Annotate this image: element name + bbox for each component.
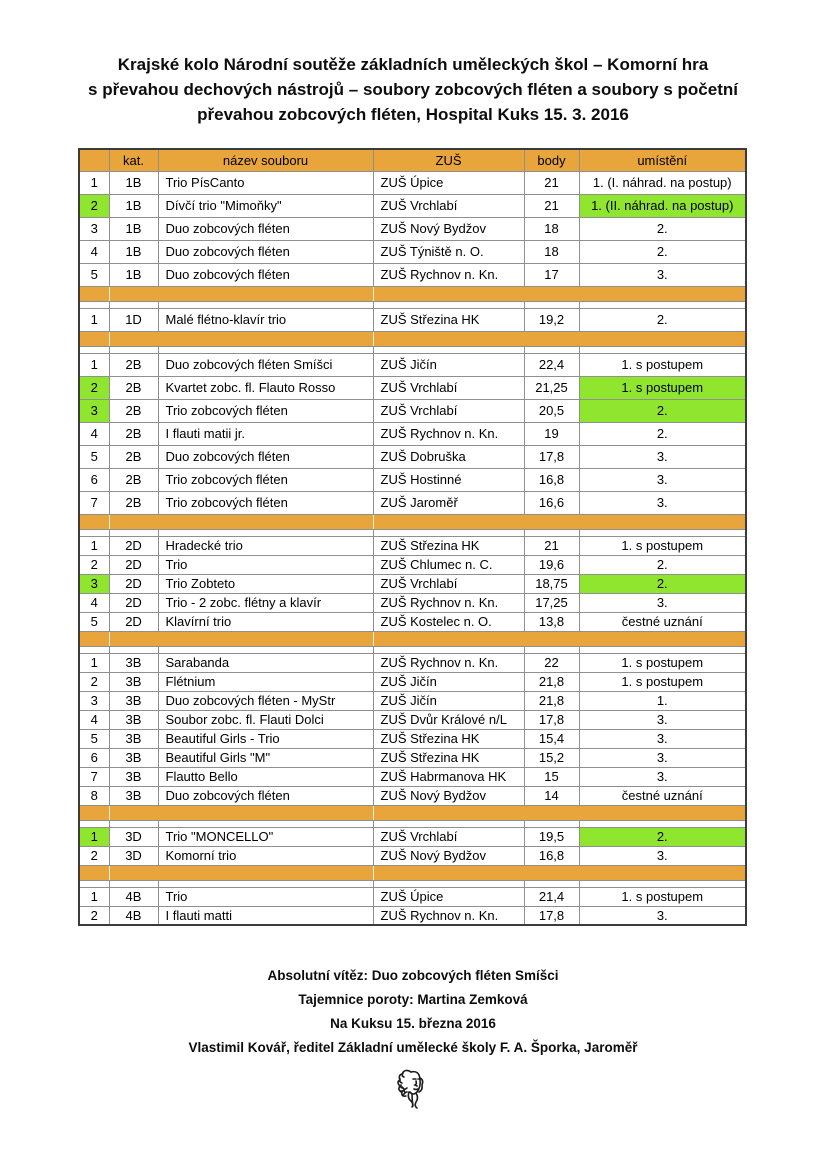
spacer-row — [79, 880, 746, 887]
cell-zus: ZUŠ Střezina HK — [373, 536, 524, 555]
cell-name: Flautto Bello — [158, 767, 373, 786]
cell-um: 3. — [579, 593, 746, 612]
cell-body: 17,8 — [524, 445, 579, 468]
table-row — [79, 767, 746, 786]
cell-zus: ZUŠ Habrmanova HK — [373, 767, 524, 786]
table-row — [79, 555, 746, 574]
results-table-body — [79, 171, 746, 925]
cell-body: 21 — [524, 194, 579, 217]
cell-body: 16,6 — [524, 491, 579, 514]
cell-zus: ZUŠ Kostelec n. O. — [373, 612, 524, 631]
cell-kat: 4B — [109, 887, 158, 906]
title-line-1: Krajské kolo Národní soutěže základních uměleckých škol – Komorní hra — [117, 55, 709, 74]
cell-um: 1. s postupem — [579, 672, 746, 691]
cell-name: Duo zobcových fléten — [158, 263, 373, 286]
cell-kat: 1B — [109, 217, 158, 240]
cell-kat: 3B — [109, 767, 158, 786]
cell-body: 17,25 — [524, 593, 579, 612]
cell-num: 2 — [79, 906, 109, 925]
cell-um: 3. — [579, 767, 746, 786]
header-umisteni: umístění — [579, 149, 746, 171]
cell-body: 17 — [524, 263, 579, 286]
cell-kat: 2D — [109, 574, 158, 593]
table-row — [79, 593, 746, 612]
cell-num: 6 — [79, 748, 109, 767]
cell-name: Duo zobcových fléten — [158, 240, 373, 263]
cell-kat: 2B — [109, 445, 158, 468]
cell-body: 13,8 — [524, 612, 579, 631]
cell-kat: 3B — [109, 691, 158, 710]
cell-body: 20,5 — [524, 399, 579, 422]
cell-zus: ZUŠ Vrchlabí — [373, 827, 524, 846]
table-row — [79, 710, 746, 729]
cell-zus: ZUŠ Jaroměř — [373, 491, 524, 514]
cell-body: 19,6 — [524, 555, 579, 574]
cell-num: 1 — [79, 536, 109, 555]
cell-kat: 2B — [109, 491, 158, 514]
cell-kat: 3D — [109, 846, 158, 865]
cell-num: 5 — [79, 729, 109, 748]
cell-num: 2 — [79, 846, 109, 865]
cell-zus: ZUŠ Vrchlabí — [373, 194, 524, 217]
cell-zus: ZUŠ Nový Bydžov — [373, 786, 524, 805]
cell-um: 3. — [579, 710, 746, 729]
cell-kat: 3B — [109, 653, 158, 672]
cell-body: 21 — [524, 536, 579, 555]
cell-kat: 2D — [109, 555, 158, 574]
table-row — [79, 612, 746, 631]
table-header-row — [79, 149, 746, 171]
cell-name: Beautiful Girls "M" — [158, 748, 373, 767]
cell-zus: ZUŠ Vrchlabí — [373, 376, 524, 399]
cell-num: 3 — [79, 574, 109, 593]
cell-zus: ZUŠ Úpice — [373, 171, 524, 194]
cell-name: Trio "MONCELLO" — [158, 827, 373, 846]
cell-body: 22,4 — [524, 353, 579, 376]
cell-kat: 3B — [109, 710, 158, 729]
footer-place-date: Na Kuksu 15. března 2016 — [330, 1016, 496, 1031]
cell-name: Flétnium — [158, 672, 373, 691]
cell-num: 1 — [79, 887, 109, 906]
cell-name: Sarabanda — [158, 653, 373, 672]
footer-jury-secretary: Tajemnice poroty: Martina Zemková — [298, 992, 528, 1007]
cell-body: 21,8 — [524, 691, 579, 710]
table-row — [79, 422, 746, 445]
cell-num: 7 — [79, 767, 109, 786]
cell-name: I flauti matii jr. — [158, 422, 373, 445]
cell-body: 16,8 — [524, 468, 579, 491]
cell-um: 1. s postupem — [579, 653, 746, 672]
cell-name: Trio zobcových fléten — [158, 399, 373, 422]
table-row — [79, 194, 746, 217]
cell-num: 4 — [79, 422, 109, 445]
cell-kat: 2B — [109, 399, 158, 422]
cell-zus: ZUŠ Týniště n. O. — [373, 240, 524, 263]
cell-num: 2 — [79, 194, 109, 217]
cell-num: 5 — [79, 263, 109, 286]
table-row — [79, 672, 746, 691]
cell-num: 2 — [79, 555, 109, 574]
cell-num: 4 — [79, 710, 109, 729]
page-title — [53, 0, 773, 127]
spork-portrait-icon — [389, 1064, 437, 1122]
spacer-row — [79, 529, 746, 536]
header-blank — [79, 149, 109, 171]
cell-zus: ZUŠ Nový Bydžov — [373, 846, 524, 865]
cell-name: Trio — [158, 887, 373, 906]
cell-um: 3. — [579, 445, 746, 468]
cell-body: 22 — [524, 653, 579, 672]
cell-num: 1 — [79, 653, 109, 672]
cell-body: 21,25 — [524, 376, 579, 399]
cell-name: Malé flétno-klavír trio — [158, 308, 373, 331]
cell-name: Trio - 2 zobc. flétny a klavír — [158, 593, 373, 612]
cell-body: 21,8 — [524, 672, 579, 691]
cell-num: 5 — [79, 612, 109, 631]
cell-body: 15,2 — [524, 748, 579, 767]
cell-num: 2 — [79, 672, 109, 691]
table-row — [79, 468, 746, 491]
cell-name: Beautiful Girls - Trio — [158, 729, 373, 748]
cell-zus: ZUŠ Vrchlabí — [373, 574, 524, 593]
document-footer — [0, 964, 826, 1060]
cell-name: Soubor zobc. fl. Flauti Dolci — [158, 710, 373, 729]
cell-um: 2. — [579, 827, 746, 846]
spacer-row — [79, 646, 746, 653]
cell-num: 3 — [79, 399, 109, 422]
cell-zus: ZUŠ Jičín — [373, 691, 524, 710]
table-row — [79, 691, 746, 710]
cell-zus: ZUŠ Úpice — [373, 887, 524, 906]
footer-director-signature: Vlastimil Kovář, ředitel Základní umělecké školy F. A. Šporka, Jaroměř — [188, 1040, 638, 1055]
title-line-3: převahou zobcových fléten, Hospital Kuks 15. 3. 2016 — [197, 105, 629, 124]
section-separator-band — [79, 865, 746, 880]
cell-zus: ZUŠ Rychnov n. Kn. — [373, 906, 524, 925]
table-row — [79, 308, 746, 331]
cell-zus: ZUŠ Dvůr Králové n/L — [373, 710, 524, 729]
cell-kat: 2B — [109, 376, 158, 399]
cell-kat: 2B — [109, 422, 158, 445]
table-row — [79, 353, 746, 376]
cell-name: Duo zobcových fléten — [158, 786, 373, 805]
table-row — [79, 887, 746, 906]
cell-num: 3 — [79, 691, 109, 710]
cell-kat: 3D — [109, 827, 158, 846]
cell-num: 4 — [79, 240, 109, 263]
header-nazev-souboru: název souboru — [158, 149, 373, 171]
cell-kat: 3B — [109, 729, 158, 748]
cell-kat: 1B — [109, 194, 158, 217]
cell-body: 14 — [524, 786, 579, 805]
cell-zus: ZUŠ Hostinné — [373, 468, 524, 491]
cell-um: 1. s postupem — [579, 353, 746, 376]
cell-zus: ZUŠ Chlumec n. C. — [373, 555, 524, 574]
cell-body: 18,75 — [524, 574, 579, 593]
section-separator-band — [79, 631, 746, 646]
cell-um: čestné uznání — [579, 612, 746, 631]
header-kat: kat. — [109, 149, 158, 171]
table-row — [79, 399, 746, 422]
cell-kat: 1B — [109, 240, 158, 263]
cell-zus: ZUŠ Dobruška — [373, 445, 524, 468]
cell-body: 19,5 — [524, 827, 579, 846]
cell-body: 15 — [524, 767, 579, 786]
cell-um: 3. — [579, 263, 746, 286]
cell-um: 3. — [579, 729, 746, 748]
cell-body: 16,8 — [524, 846, 579, 865]
cell-name: Klavírní trio — [158, 612, 373, 631]
cell-kat: 2D — [109, 612, 158, 631]
table-row — [79, 491, 746, 514]
cell-body: 17,8 — [524, 906, 579, 925]
cell-name: Duo zobcových fléten — [158, 445, 373, 468]
spacer-row — [79, 301, 746, 308]
cell-um: 2. — [579, 422, 746, 445]
cell-um: 3. — [579, 491, 746, 514]
cell-zus: ZUŠ Rychnov n. Kn. — [373, 593, 524, 612]
cell-name: Trio zobcových fléten — [158, 468, 373, 491]
cell-kat: 1B — [109, 171, 158, 194]
cell-um: 1. (II. náhrad. na postup) — [579, 194, 746, 217]
cell-um: 2. — [579, 240, 746, 263]
table-row — [79, 240, 746, 263]
table-row — [79, 574, 746, 593]
cell-um: čestné uznání — [579, 786, 746, 805]
cell-kat: 1D — [109, 308, 158, 331]
cell-kat: 3B — [109, 672, 158, 691]
cell-kat: 1B — [109, 263, 158, 286]
cell-name: I flauti matti — [158, 906, 373, 925]
cell-zus: ZUŠ Rychnov n. Kn. — [373, 653, 524, 672]
cell-kat: 2B — [109, 468, 158, 491]
cell-name: Duo zobcových fléten — [158, 217, 373, 240]
table-row — [79, 748, 746, 767]
cell-num: 1 — [79, 353, 109, 376]
footer-absolute-winner: Absolutní vítěz: Duo zobcových fléten Smíšci — [267, 968, 559, 983]
cell-body: 21 — [524, 171, 579, 194]
cell-name: Duo zobcových fléten Smíšci — [158, 353, 373, 376]
cell-name: Dívčí trio "Mimoňky" — [158, 194, 373, 217]
school-logo — [0, 1064, 826, 1127]
cell-name: Hradecké trio — [158, 536, 373, 555]
table-row — [79, 827, 746, 846]
cell-body: 19,2 — [524, 308, 579, 331]
header-zus: ZUŠ — [373, 149, 524, 171]
cell-zus: ZUŠ Střezina HK — [373, 729, 524, 748]
table-row — [79, 653, 746, 672]
table-row — [79, 846, 746, 865]
cell-zus: ZUŠ Vrchlabí — [373, 399, 524, 422]
table-row — [79, 729, 746, 748]
cell-body: 19 — [524, 422, 579, 445]
cell-name: Komorní trio — [158, 846, 373, 865]
cell-num: 7 — [79, 491, 109, 514]
spacer-row — [79, 346, 746, 353]
cell-kat: 3B — [109, 786, 158, 805]
table-row — [79, 536, 746, 555]
section-separator-band — [79, 805, 746, 820]
cell-kat: 2D — [109, 536, 158, 555]
cell-num: 8 — [79, 786, 109, 805]
cell-um: 2. — [579, 308, 746, 331]
cell-zus: ZUŠ Střezina HK — [373, 748, 524, 767]
cell-zus: ZUŠ Rychnov n. Kn. — [373, 422, 524, 445]
cell-num: 3 — [79, 217, 109, 240]
cell-zus: ZUŠ Rychnov n. Kn. — [373, 263, 524, 286]
cell-zus: ZUŠ Jičín — [373, 672, 524, 691]
cell-name: Trio Zobteto — [158, 574, 373, 593]
cell-kat: 4B — [109, 906, 158, 925]
section-separator-band — [79, 286, 746, 301]
cell-um: 1. s postupem — [579, 376, 746, 399]
header-body: body — [524, 149, 579, 171]
cell-kat: 2D — [109, 593, 158, 612]
cell-um: 2. — [579, 399, 746, 422]
cell-body: 21,4 — [524, 887, 579, 906]
cell-num: 1 — [79, 827, 109, 846]
cell-body: 17,8 — [524, 710, 579, 729]
table-row — [79, 217, 746, 240]
cell-body: 15,4 — [524, 729, 579, 748]
cell-num: 4 — [79, 593, 109, 612]
cell-um: 2. — [579, 217, 746, 240]
cell-um: 3. — [579, 748, 746, 767]
cell-um: 1. — [579, 691, 746, 710]
cell-zus: ZUŠ Nový Bydžov — [373, 217, 524, 240]
table-row — [79, 171, 746, 194]
table-row — [79, 786, 746, 805]
cell-um: 1. s postupem — [579, 536, 746, 555]
cell-name: Kvartet zobc. fl. Flauto Rosso — [158, 376, 373, 399]
cell-zus: ZUŠ Střezina HK — [373, 308, 524, 331]
cell-body: 18 — [524, 217, 579, 240]
cell-um: 1. s postupem — [579, 887, 746, 906]
cell-num: 2 — [79, 376, 109, 399]
cell-name: Duo zobcových fléten - MyStr — [158, 691, 373, 710]
cell-kat: 2B — [109, 353, 158, 376]
table-row — [79, 263, 746, 286]
cell-um: 3. — [579, 906, 746, 925]
cell-body: 18 — [524, 240, 579, 263]
cell-kat: 3B — [109, 748, 158, 767]
cell-num: 1 — [79, 171, 109, 194]
cell-um: 1. (I. náhrad. na postup) — [579, 171, 746, 194]
results-table — [78, 148, 747, 926]
cell-um: 2. — [579, 574, 746, 593]
table-row — [79, 445, 746, 468]
cell-num: 5 — [79, 445, 109, 468]
cell-um: 3. — [579, 846, 746, 865]
table-row — [79, 906, 746, 925]
cell-zus: ZUŠ Jičín — [373, 353, 524, 376]
cell-name: Trio — [158, 555, 373, 574]
spacer-row — [79, 820, 746, 827]
table-row — [79, 376, 746, 399]
cell-num: 6 — [79, 468, 109, 491]
cell-name: Trio zobcových fléten — [158, 491, 373, 514]
title-line-2: s převahou dechových nástrojů – soubory zobcových fléten a soubory s početní — [88, 80, 738, 99]
cell-num: 1 — [79, 308, 109, 331]
cell-name: Trio PísCanto — [158, 171, 373, 194]
cell-um: 2. — [579, 555, 746, 574]
cell-um: 3. — [579, 468, 746, 491]
section-separator-band — [79, 331, 746, 346]
section-separator-band — [79, 514, 746, 529]
